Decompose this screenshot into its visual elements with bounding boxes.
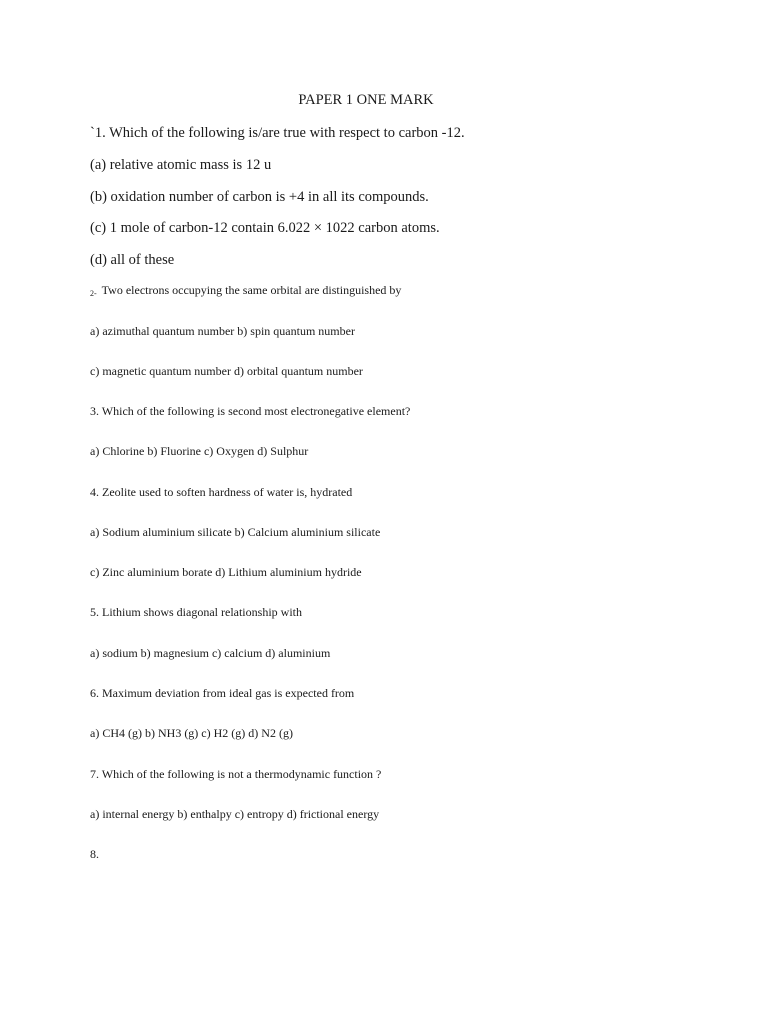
q1-option-b: (b) oxidation number of carbon is +4 in all its compounds. [90,189,429,205]
q1-option-c: (c) 1 mole of carbon-12 contain 6.022 × 1022 carbon atoms. [90,220,440,236]
page-title: PAPER 1 ONE MARK [298,92,434,108]
q2-options-line2: c) magnetic quantum number d) orbital quantum number [90,364,363,378]
q1-option-d: (d) all of these [90,252,175,268]
q2-number: 2- [90,289,97,298]
q5-options: a) sodium b) magnesium c) calcium d) aluminium [90,646,331,660]
q6-options: a) CH4 (g) b) NH3 (g) c) H2 (g) d) N2 (g) [90,726,293,740]
q5-question: 5. Lithium shows diagonal relationship with [90,605,302,619]
q8-question: 8. [90,847,99,861]
q4-options-line2: c) Zinc aluminium borate d) Lithium aluminium hydride [90,565,362,579]
q2-question: Two electrons occupying the same orbital are distinguished by [101,283,402,297]
q1-question: `1. Which of the following is/are true with respect to carbon -12. [90,125,465,141]
q3-question: 3. Which of the following is second most electronegative element? [90,404,411,418]
q1-option-a: (a) relative atomic mass is 12 u [90,157,272,173]
q2-options-line1: a) azimuthal quantum number b) spin quantum number [90,324,355,338]
q4-options-line1: a) Sodium aluminium silicate b) Calcium aluminium silicate [90,525,381,539]
q6-question: 6. Maximum deviation from ideal gas is expected from [90,686,355,700]
q2-question-line [90,284,401,298]
q3-options: a) Chlorine b) Fluorine c) Oxygen d) Sulphur [90,444,309,458]
q4-question: 4. Zeolite used to soften hardness of water is, hydrated [90,485,353,499]
q7-options: a) internal energy b) enthalpy c) entropy d) frictional energy [90,807,380,821]
q7-question: 7. Which of the following is not a thermodynamic function ? [90,767,382,781]
